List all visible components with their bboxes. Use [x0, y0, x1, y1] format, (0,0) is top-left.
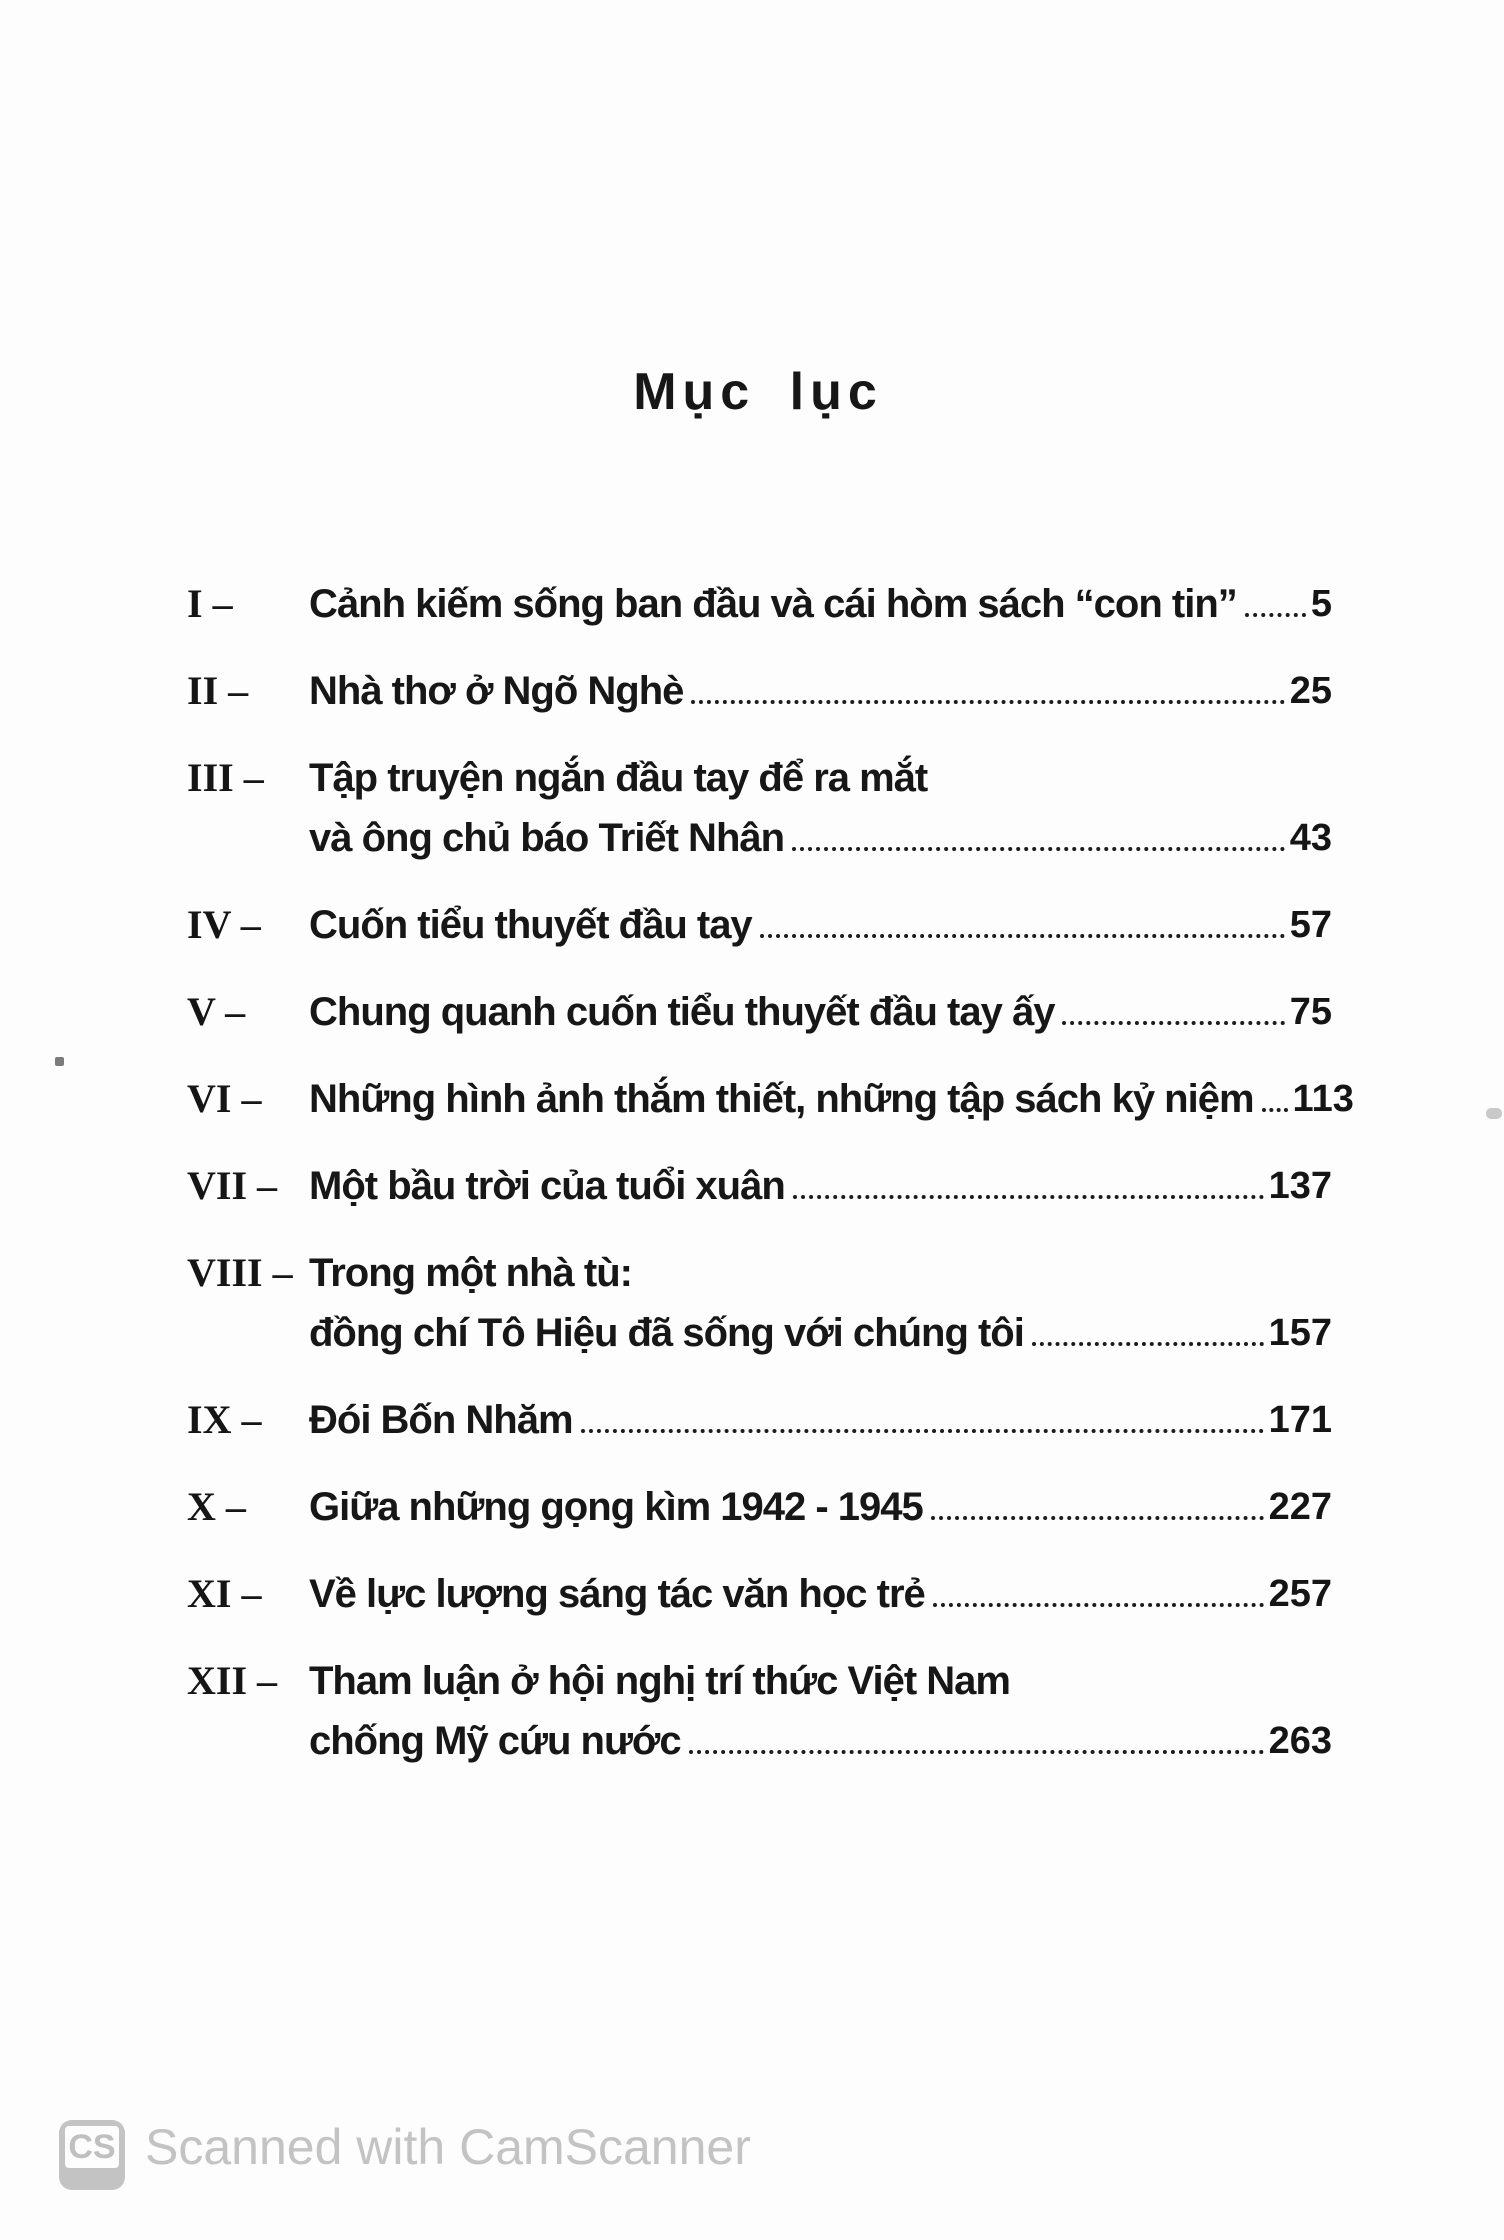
toc-entry-line [187, 802, 1332, 862]
toc-entry-title: chống Mỹ cứu nước [309, 1719, 681, 1763]
toc-entry-numeral: VI – [187, 1076, 262, 1121]
toc-entry-line [187, 1237, 1332, 1297]
toc-entry-line [187, 1645, 1332, 1705]
toc-entry-line [187, 1705, 1332, 1765]
page-number: 171 [1268, 1399, 1332, 1442]
scan-speck-artifact [55, 1057, 64, 1066]
page-number: 137 [1268, 1165, 1332, 1208]
page-number: 43 [1289, 817, 1332, 860]
toc-entry-line [187, 1558, 1332, 1618]
toc-entry-title: Tham luận ở hội nghị trí thức Việt Nam [309, 1659, 1010, 1703]
dotted-leader [581, 1429, 1264, 1433]
toc-entry-numeral: XI – [187, 1571, 262, 1616]
toc-entry-numeral: III – [187, 755, 264, 800]
toc-entry [187, 568, 1332, 628]
toc-entry-title: Cuốn tiểu thuyết đầu tay [309, 903, 752, 947]
page-number: 25 [1289, 670, 1332, 713]
toc-entry-line [187, 1471, 1332, 1531]
toc-entry-line [187, 742, 1332, 802]
camscanner-icon-letters: CS [65, 2126, 119, 2168]
toc-entry-line [187, 1063, 1354, 1123]
toc-entry-title: Đói Bốn Nhăm [309, 1398, 573, 1442]
dotted-leader [691, 700, 1284, 704]
page-number: 5 [1310, 583, 1332, 626]
toc-entry-title: Nhà thơ ở Ngõ Nghè [309, 669, 684, 713]
page-number: 263 [1268, 1720, 1332, 1763]
toc-entry [187, 1384, 1332, 1444]
toc-entry-title: Chung quanh cuốn tiểu thuyết đầu tay ấy [309, 990, 1055, 1034]
toc-entry-title: Những hình ảnh thắm thiết, những tập sách kỷ niệm [309, 1077, 1254, 1121]
dotted-leader [793, 1195, 1264, 1199]
toc-entry-numeral: I – [187, 581, 233, 626]
toc-entry [187, 742, 1332, 862]
page-number: 57 [1289, 904, 1332, 947]
dotted-leader [1262, 1108, 1288, 1112]
toc-entry-numeral: II – [187, 668, 249, 713]
toc-entry-numeral: VIII – [187, 1250, 293, 1295]
camscanner-watermark [0, 2112, 1504, 2202]
dotted-leader [760, 934, 1285, 938]
toc-entry-line [187, 1297, 1332, 1357]
toc-entry-line [187, 976, 1332, 1036]
toc-entry-numeral: IV – [187, 902, 261, 947]
page-number: 227 [1268, 1486, 1332, 1529]
page-number: 75 [1289, 991, 1332, 1034]
toc-entry-title: Về lực lượng sáng tác văn học trẻ [309, 1572, 925, 1616]
toc-entry [187, 976, 1332, 1036]
page-number: 113 [1292, 1078, 1354, 1121]
toc-entry-title: đồng chí Tô Hiệu đã sống với chúng tôi [309, 1311, 1024, 1355]
toc-entry-line [187, 1384, 1332, 1444]
toc-entry-title: Một bầu trời của tuổi xuân [309, 1164, 785, 1208]
dotted-leader [1032, 1342, 1264, 1346]
camscanner-text: Scanned with CamScanner [145, 2119, 751, 2175]
dotted-leader [1062, 1021, 1284, 1025]
toc-entry-numeral: IX – [187, 1397, 262, 1442]
dotted-leader [933, 1603, 1264, 1607]
toc-entry [187, 1063, 1354, 1123]
page-number: 257 [1268, 1573, 1332, 1616]
toc-entry [187, 1645, 1332, 1765]
toc-entry [187, 1471, 1332, 1531]
toc-entry-numeral: X – [187, 1484, 246, 1529]
dotted-leader [792, 847, 1285, 851]
page-number: 157 [1268, 1312, 1332, 1355]
page-title: Mục lục [633, 363, 883, 421]
toc-entry [187, 655, 1332, 715]
toc-entry [187, 1237, 1332, 1357]
toc-entry-title: Tập truyện ngắn đầu tay để ra mắt [309, 756, 928, 800]
toc-entry [187, 1558, 1332, 1618]
toc-entry-line [187, 655, 1332, 715]
toc-entry-title: Giữa những gọng kìm 1942 - 1945 [309, 1485, 923, 1529]
toc-entry-title: và ông chủ báo Triết Nhân [309, 816, 785, 860]
toc-entry-numeral: XII – [187, 1658, 278, 1703]
toc-entry-line [187, 1150, 1332, 1210]
dotted-leader [1245, 613, 1306, 617]
scan-edge-smudge [1486, 1108, 1502, 1119]
toc-entry-title: Cảnh kiếm sống ban đầu và cái hòm sách “con tin” [309, 582, 1237, 626]
dotted-leader [931, 1516, 1264, 1520]
toc-entry-title: Trong một nhà tù: [309, 1251, 632, 1295]
toc-entry-line [187, 568, 1332, 628]
toc-entry-numeral: VII – [187, 1163, 278, 1208]
table-of-contents [0, 568, 1504, 1765]
toc-entry-numeral: V – [187, 989, 246, 1034]
dotted-leader [689, 1750, 1264, 1754]
toc-entry [187, 889, 1332, 949]
camscanner-icon [59, 2120, 125, 2190]
toc-entry [187, 1150, 1332, 1210]
toc-entry-line [187, 889, 1332, 949]
